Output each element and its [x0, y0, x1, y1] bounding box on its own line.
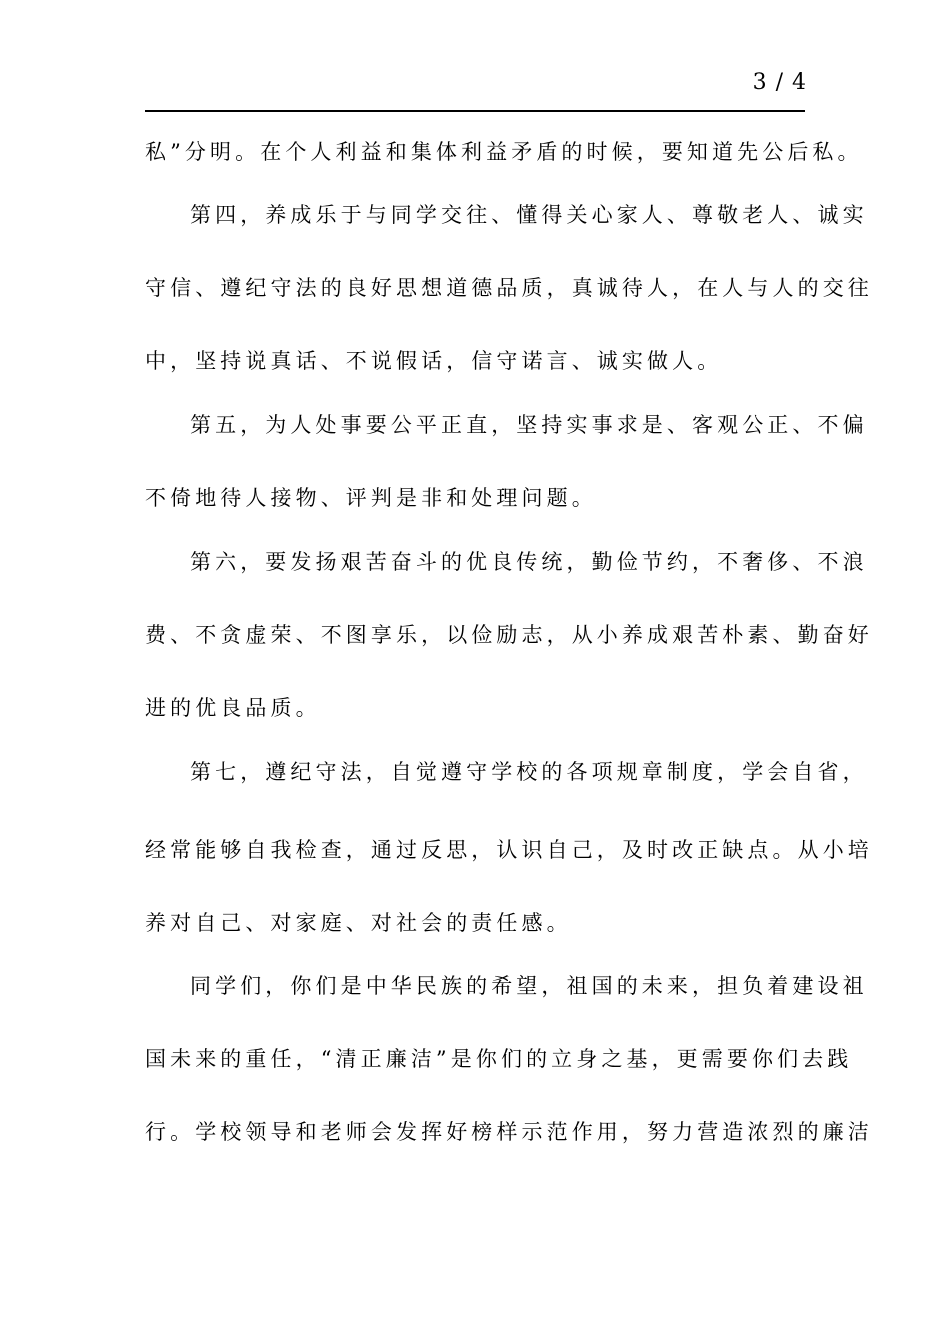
paragraph-first-line: 第四，养成乐于与同学交往、懂得关心家人、尊敬老人、诚实 — [190, 203, 868, 227]
paragraph-first-line: 同学们，你们是中华民族的希望，祖国的未来，担负着建设祖 — [190, 974, 868, 998]
body-line: 中，坚持说真话、不说假话，信守诺言、诚实做人。 — [145, 349, 723, 373]
paragraph-first-line: 第五，为人处事要公平正直，坚持实事求是、客观公正、不偏 — [190, 413, 868, 437]
page-number: 3 / 4 — [752, 70, 807, 95]
body-line: 私”分明。在个人利益和集体利益矛盾的时候，要知道先公后私。 — [145, 140, 863, 164]
body-line: 行。学校领导和老师会发挥好榜样示范作用，努力营造浓烈的廉洁 — [145, 1120, 873, 1144]
paragraph-first-line: 第七，遵纪守法，自觉遵守学校的各项规章制度，学会自省， — [190, 760, 868, 784]
body-line: 进的优良品质。 — [145, 696, 321, 720]
paragraph-first-line: 第六，要发扬艰苦奋斗的优良传统，勤俭节约，不奢侈、不浪 — [190, 550, 868, 574]
body-line: 养对自己、对家庭、对社会的责任感。 — [145, 911, 572, 935]
body-line: 经常能够自我检查，通过反思，认识自己，及时改正缺点。从小培 — [145, 838, 873, 862]
header-divider — [145, 110, 805, 112]
body-line: 国未来的重任，“清正廉洁”是你们的立身之基，更需要你们去践 — [145, 1047, 853, 1071]
body-line: 守信、遵纪守法的良好思想道德品质，真诚待人，在人与人的交往 — [145, 276, 873, 300]
body-line: 费、不贪虚荣、不图享乐，以俭励志，从小养成艰苦朴素、勤奋好 — [145, 623, 873, 647]
body-line: 不倚地待人接物、评判是非和处理问题。 — [145, 486, 597, 510]
